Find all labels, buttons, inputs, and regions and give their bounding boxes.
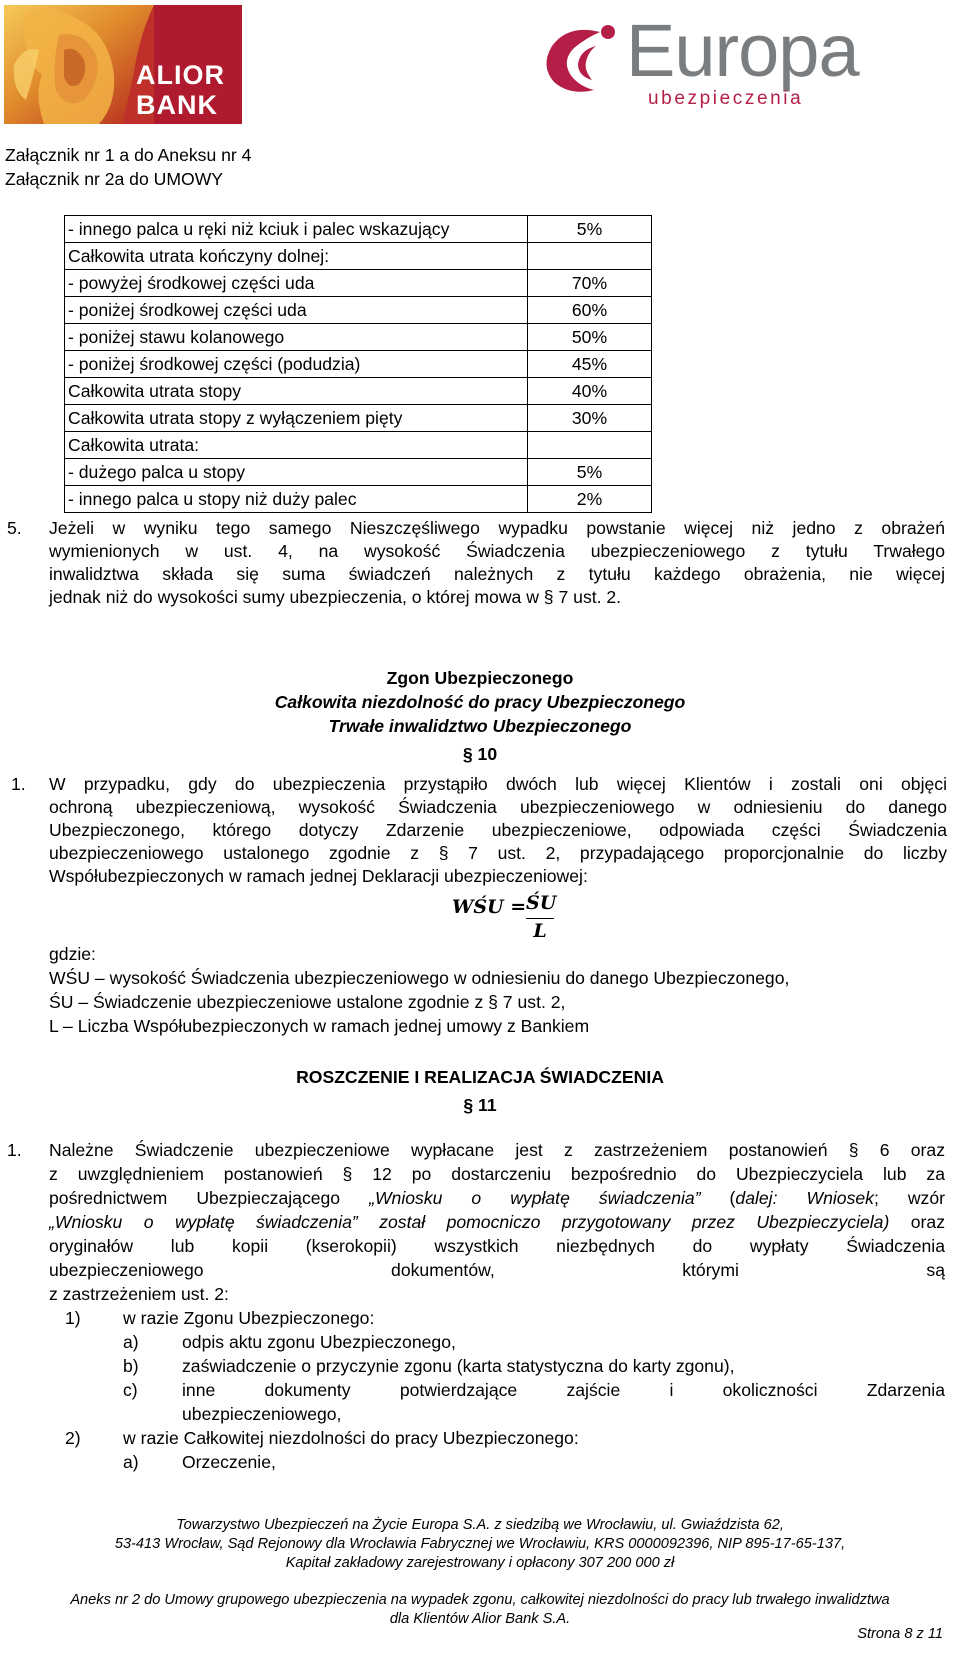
europa-ubezpieczenia-logo [538, 9, 898, 112]
item-2a-letter: a) [123, 1452, 139, 1472]
injury-percentage: 60% [528, 297, 652, 324]
europa-swirl-icon [538, 20, 628, 100]
item-1c-letter: c) [123, 1380, 138, 1400]
injury-percentage: 30% [528, 405, 652, 432]
table-row [65, 405, 652, 432]
dalej-wniosek: dalej: Wniosek [735, 1188, 874, 1208]
injury-label: - poniżej środkowej części (podudzia) [65, 351, 528, 378]
injury-percentage [528, 432, 652, 459]
page-number: Strona 8 z 11 [857, 1626, 943, 1642]
section-11-sign: § 11 [463, 1095, 497, 1115]
formula-numerator: ŚU [526, 892, 557, 914]
table-row [65, 297, 652, 324]
section-10-heading-1: Zgon Ubezpieczonego [386, 668, 574, 688]
point-5-line-4: jednak niż do wysokości sumy ubezpieczenia, o której mowa w § 7 ust. 2. [49, 587, 622, 607]
injury-percentage: 45% [528, 351, 652, 378]
alior-logo-line2: BANK [136, 90, 218, 120]
section-11-heading: ROSZCZENIE I REALIZACJA ŚWIADCZENIA [296, 1067, 664, 1087]
footer-company-line-1: Towarzystwo Ubezpieczeń na Życie Europa S.A. z siedzibą we Wrocławiu, ul. Gwiaździsta 62, [176, 1517, 784, 1533]
injury-label: - innego palca u ręki niż kciuk i palec wskazujący [65, 216, 528, 243]
section-11-line-7: z zastrzeżeniem ust. 2: [49, 1284, 229, 1304]
line-3-part-e: ; wzór [873, 1188, 945, 1208]
europa-subtitle: ubezpieczenia [648, 88, 804, 109]
definition-wsu: WŚU – wysokość Świadczenia ubezpieczeniowego w odniesieniu do danego Ubezpieczonego, [49, 968, 790, 988]
item-1a-letter: a) [123, 1332, 139, 1352]
injury-percentage: 5% [528, 459, 652, 486]
line-3-part-a: pośrednictwem Ubezpieczającego [49, 1188, 370, 1208]
table-row [65, 243, 652, 270]
footer-annex-line-2: dla Klientów Alior Bank S.A. [389, 1611, 571, 1627]
table-row [65, 432, 652, 459]
injury-percentage: 2% [528, 486, 652, 513]
item-1b-letter: b) [123, 1356, 139, 1376]
injury-percentage: 5% [528, 216, 652, 243]
alior-bank-logo [4, 5, 242, 124]
table-row [65, 270, 652, 297]
section-11-line-3 [49, 1186, 945, 1210]
section-10-line-4: ubezpieczeniowego ustalonego zgodnie z § 7 ust. 2, przypadającego proporcjonalnie do liczby [49, 843, 947, 863]
formula-denominator: L [533, 920, 547, 942]
definitions-where: gdzie: [49, 944, 96, 964]
point-5-number: 5. [7, 518, 22, 538]
injury-label: Całkowita utrata: [65, 432, 528, 459]
item-2a-text: Orzeczenie, [182, 1452, 276, 1472]
alior-logo-line1: ALIOR [136, 60, 225, 90]
wniosek-title: „Wniosku o wypłatę świadczenia” [369, 1188, 701, 1208]
europa-wordmark: Europa [626, 9, 859, 92]
section-10-sign: § 10 [462, 744, 498, 764]
table-row [65, 486, 652, 513]
item-1c-line-1: inne dokumenty potwierdzające zajście i okoliczności Zdarzenia [182, 1380, 945, 1400]
section-10-line-5: Współubezpieczonych w ramach jednej Deklaracji ubezpieczeniowej: [49, 866, 588, 886]
section-11-line-2: z uwzględnieniem postanowień § 12 po dostarczeniu bezpośrednio do Ubezpieczyciela lub za [49, 1164, 945, 1184]
injury-label: Całkowita utrata stopy [65, 378, 528, 405]
point-5-line-3: inwalidztwa składa się suma świadczeń należnych z tytułu każdego obrażenia, nie więcej [49, 564, 945, 584]
definition-su: ŚU – Świadczenie ubezpieczeniowe ustalone zgodnie z § 7 ust. 2, [49, 992, 566, 1012]
section-11-line-5: oryginałów lub kopii (kserokopii) wszystkich niezbędnych do wypłaty Świadczenia [49, 1236, 945, 1256]
injury-label: - innego palca u stopy niż duży palec [65, 486, 528, 513]
formula-definitions [49, 942, 949, 1038]
definition-l: L – Liczba Współubezpieczonych w ramach jednej umowy z Bankiem [49, 1016, 590, 1036]
injury-percentage [528, 243, 652, 270]
point-5-line-2: wymienionych w ust. 4, na wysokość Świadczenia ubezpieczeniowego z tytułu Trwałego [49, 541, 945, 561]
line-3-part-c: ( [700, 1188, 736, 1208]
footer-company-line-2: 53-413 Wrocław, Sąd Rejonowy dla Wrocławia Fabrycznej we Wrocławiu, KRS 0000092396, NIP 895-17-65-137, [114, 1536, 846, 1552]
item-1b-text: zaświadczenie o przyczynie zgonu (karta statystyczna do karty zgonu), [182, 1356, 735, 1376]
wsu-formula [452, 892, 557, 942]
section-10-line-2: ochroną ubezpieczeniową, wysokość Świadczenia ubezpieczeniowego w odniesieniu do danego [49, 797, 947, 817]
table-row [65, 459, 652, 486]
injury-label: - poniżej stawu kolanowego [65, 324, 528, 351]
injury-percentage-table [64, 215, 652, 513]
table-row [65, 324, 652, 351]
footer-annex-line-1: Aneks nr 2 do Umowy grupowego ubezpieczenia na wypadek zgonu, całkowitej niezdolności do pracy lub trwałego inwalidztwa [70, 1592, 890, 1608]
section-11-line-4 [49, 1210, 945, 1234]
injury-percentage: 40% [528, 378, 652, 405]
item-2-text: w razie Całkowitej niezdolności do pracy Ubezpieczonego: [123, 1428, 579, 1448]
injury-percentage: 50% [528, 324, 652, 351]
injury-label: Całkowita utrata stopy z wyłączeniem pięty [65, 405, 528, 432]
injury-percentage: 70% [528, 270, 652, 297]
annex-header [5, 143, 251, 191]
item-1c-line-2: ubezpieczeniowego, [182, 1404, 342, 1424]
section-10-heading-3: Trwałe inwalidztwo Ubezpieczonego [328, 716, 632, 736]
table-row [65, 378, 652, 405]
section-10-heading-2: Całkowita niezdolność do pracy Ubezpieczonego [274, 692, 686, 712]
section-11-line-1: Należne Świadczenie ubezpieczeniowe wypłacane jest z zastrzeżeniem postanowień § 6 oraz [49, 1140, 945, 1160]
section-10-line-3: Ubezpieczonego, którego dotyczy Zdarzenie ubezpieczeniowe, odpowiada części Świadczenia [49, 820, 947, 840]
injury-label: - poniżej środkowej części uda [65, 297, 528, 324]
item-1-number: 1) [65, 1308, 81, 1328]
table-row [65, 216, 652, 243]
section-11-point-1-number: 1. [7, 1140, 22, 1160]
section-11-line-6: ubezpieczeniowego dokumentów, którymi są [49, 1260, 945, 1280]
injury-label: Całkowita utrata kończyny dolnej: [65, 243, 528, 270]
line-4-italic: „Wniosku o wypłatę świadczenia” został pomocniczo przygotowany przez Ubezpieczyciela) [49, 1212, 890, 1232]
section-10-point-1-number: 1. [11, 774, 26, 794]
item-2-number: 2) [65, 1428, 81, 1448]
line-4-part-b: oraz [889, 1212, 945, 1232]
item-1-text: w razie Zgonu Ubezpieczonego: [123, 1308, 375, 1328]
table-row [65, 351, 652, 378]
point-5-line-1: Jeżeli w wyniku tego samego Nieszczęśliwego wypadku powstanie więcej niż jedno z obrażeń [49, 518, 945, 538]
section-10-line-1: W przypadku, gdy do ubezpieczenia przystąpiło dwóch lub więcej Klientów i zostali oni objęci [49, 774, 947, 794]
annex-line-1: Załącznik nr 1 a do Aneksu nr 4 [5, 145, 252, 165]
injury-label: - powyżej środkowej części uda [65, 270, 528, 297]
item-1a-text: odpis aktu zgonu Ubezpieczonego, [182, 1332, 456, 1352]
formula-lhs: WŚU = [452, 896, 527, 918]
annex-line-2: Załącznik nr 2a do UMOWY [5, 169, 224, 189]
injury-label: - dużego palca u stopy [65, 459, 528, 486]
footer-company-line-3: Kapitał zakładowy zarejestrowany i opłacony 307 200 000 zł [285, 1555, 675, 1571]
